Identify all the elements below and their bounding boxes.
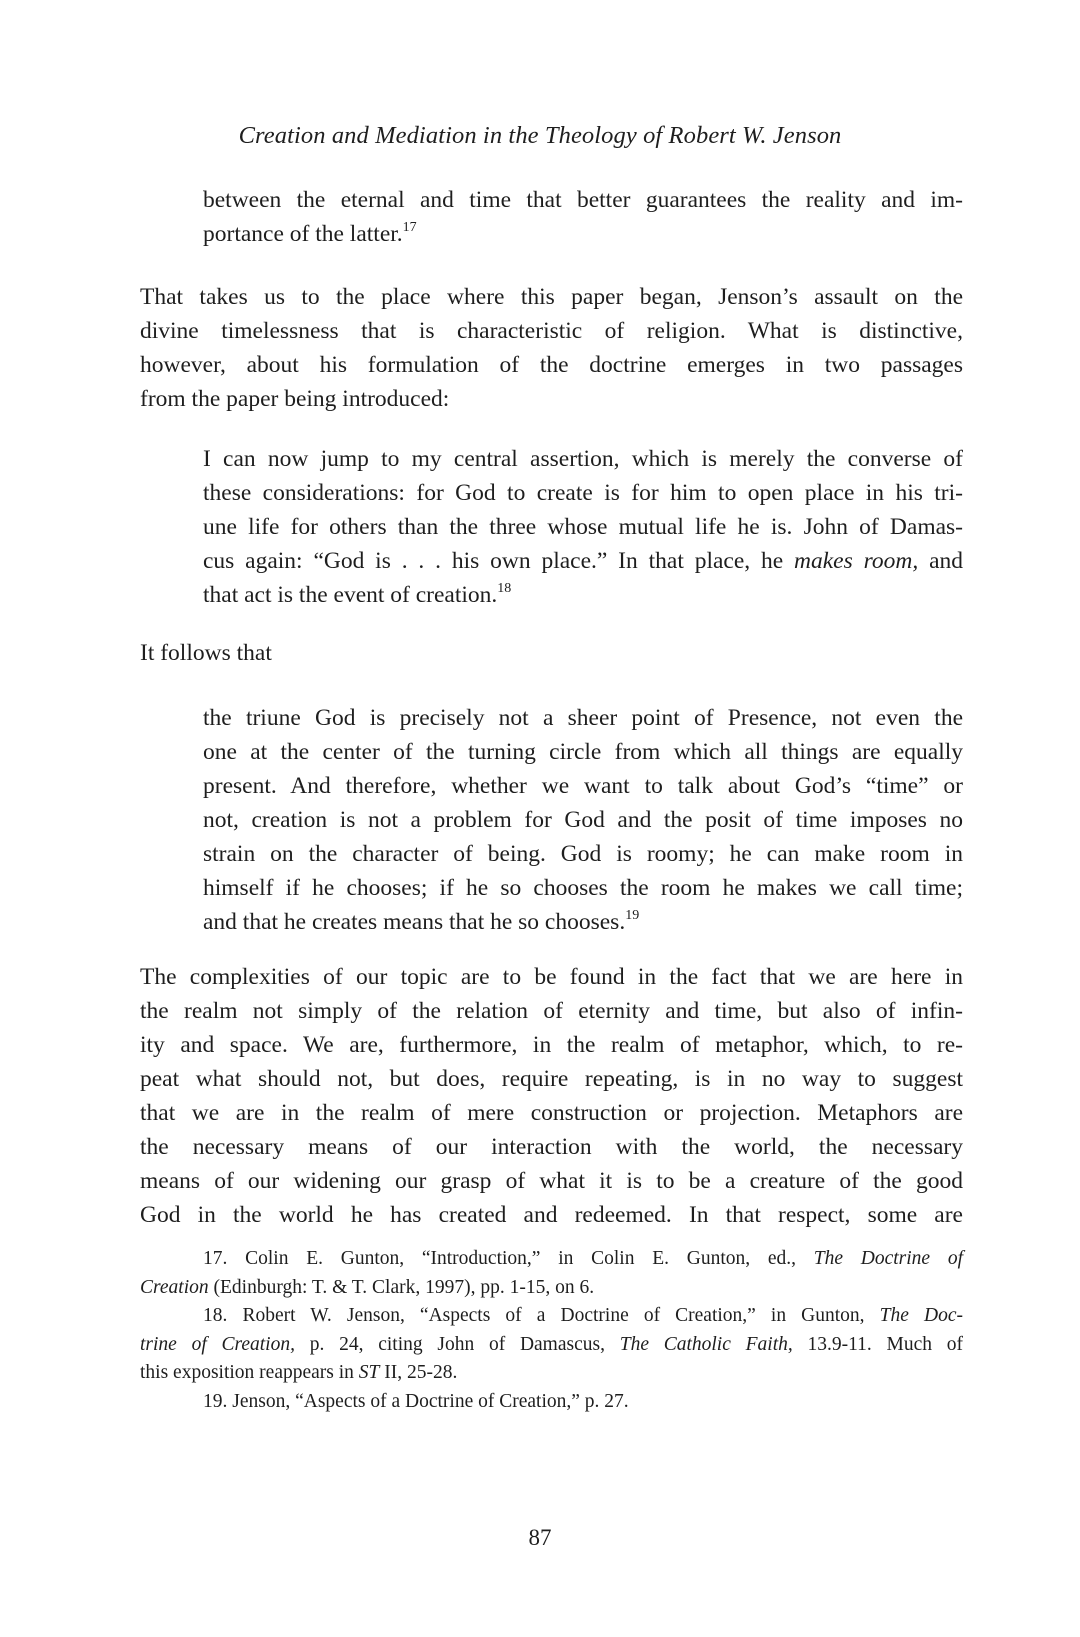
footnote-17-text: 17. Colin E. Gunton, “Introduction,” in Colin E. Gunton, ed., — [203, 1248, 814, 1269]
footnote-18-line — [140, 1359, 963, 1388]
footnote-18-text: II, 25-28. — [379, 1362, 458, 1383]
quote-text: and that he creates means that he so chooses. — [203, 909, 626, 935]
quote-line — [203, 905, 963, 939]
paragraph-follows — [140, 636, 963, 670]
paragraph-line: ity and space. We are, furthermore, in the realm of metaphor, which, to re- — [140, 1032, 963, 1058]
footnote-18-text: 18. Robert W. Jenson, “Aspects of a Doctrine of Creation,” in Gunton, — [203, 1305, 880, 1326]
quote-line: strain on the character of being. God is roomy; he can make room in — [203, 841, 963, 867]
footnote-19-line: 19. Jenson, “Aspects of a Doctrine of Creation,” p. 27. — [203, 1390, 629, 1412]
footnote-17-title: The Doctrine of — [813, 1248, 963, 1269]
quote-text: cus again: “God is . . . his own place.” In that place, he — [203, 548, 795, 574]
paragraph-line: from the paper being introduced: — [140, 386, 450, 412]
footnote-18-text: p. 24, citing John of Damascus, — [294, 1333, 620, 1355]
footnote-18-line — [140, 1302, 963, 1331]
quote-line: I can now jump to my central assertion, which is merely the converse of — [203, 446, 963, 472]
paragraph-2 — [140, 960, 963, 1232]
quote-line: present. And therefore, whether we want to talk about God’s “time” or — [203, 773, 963, 799]
footnote-18-text: this exposition reappears in — [140, 1362, 359, 1383]
paragraph-line: however, about his formulation of the doctrine emerges in two passages — [140, 352, 963, 378]
continued-quotation-line: between the eternal and time that better guarantees the reality and im- — [203, 187, 963, 213]
footnote-17-line — [140, 1274, 963, 1303]
quote-line: the triune God is precisely not a sheer point of Presence, not even the — [203, 705, 963, 731]
paragraph-line: That takes us to the place where this paper began, Jenson’s assault on the — [140, 284, 963, 310]
footnote-ref-19: 19 — [625, 908, 640, 923]
running-head: Creation and Mediation in the Theology of Robert W. Jenson — [238, 122, 842, 149]
page-number: 87 — [528, 1525, 552, 1550]
footnote-ref-18: 18 — [497, 581, 512, 596]
footnote-18-title: The Doc- — [879, 1305, 963, 1326]
paragraph-line: God in the world he has created and redeemed. In that respect, some are — [140, 1202, 963, 1228]
footnote-ref-17: 17 — [402, 220, 417, 235]
block-quote-2 — [203, 701, 963, 939]
footnote-17-text: (Edinburgh: T. & T. Clark, 1997), pp. 1-15, on 6. — [208, 1276, 595, 1298]
footnote-17-title: Creation — [140, 1276, 209, 1298]
footnotes — [140, 1245, 963, 1416]
continued-quotation-line — [203, 217, 963, 251]
paragraph-line: divine timelessness that is characteristic of religion. What is distinctive, — [140, 318, 963, 344]
quote-line: these considerations: for God to create is for him to open place in his tri- — [203, 480, 963, 506]
footnote-17-line — [140, 1245, 963, 1274]
quote-text: that act is the event of creation. — [203, 582, 498, 608]
quote-line — [203, 544, 963, 578]
quote-line: one at the center of the turning circle from which all things are equally — [203, 739, 963, 765]
footnote-18-line — [140, 1331, 963, 1360]
footnote-18-title: The Catholic Faith, — [619, 1333, 793, 1355]
continued-quotation-text: portance of the latter. — [203, 221, 403, 247]
paragraph-line: that we are in the realm of mere construction or projection. Metaphors are — [140, 1100, 963, 1126]
footnote-18-text: 13.9-11. Much of — [792, 1333, 963, 1355]
footnote-18-title: trine of Creation, — [140, 1333, 295, 1355]
paragraph-1 — [140, 280, 963, 416]
paragraph-line: the realm not simply of the relation of eternity and time, but also of infin- — [140, 998, 963, 1024]
paragraph-line: peat what should not, but does, require repeating, is in no way to suggest — [140, 1066, 963, 1092]
block-quote-1 — [203, 442, 963, 612]
paragraph-line: means of our widening our grasp of what it is to be a creature of the good — [140, 1168, 963, 1194]
continued-quotation — [203, 183, 963, 251]
quote-line: himself if he chooses; if he so chooses the room he makes we call time; — [203, 875, 963, 901]
quote-emphasis: makes room, — [794, 548, 919, 574]
quote-line: not, creation is not a problem for God and the posit of time imposes no — [203, 807, 963, 833]
paragraph-line: the necessary means of our interaction with the world, the necessary — [140, 1134, 963, 1160]
paragraph-line: It follows that — [140, 640, 272, 666]
quote-line: une life for others than the three whose mutual life he is. John of Damas- — [203, 514, 963, 540]
quote-text: and — [918, 548, 963, 574]
footnote-18-title: ST — [358, 1362, 380, 1383]
quote-line — [203, 578, 963, 612]
paragraph-line: The complexities of our topic are to be found in the fact that we are here in — [140, 964, 963, 990]
